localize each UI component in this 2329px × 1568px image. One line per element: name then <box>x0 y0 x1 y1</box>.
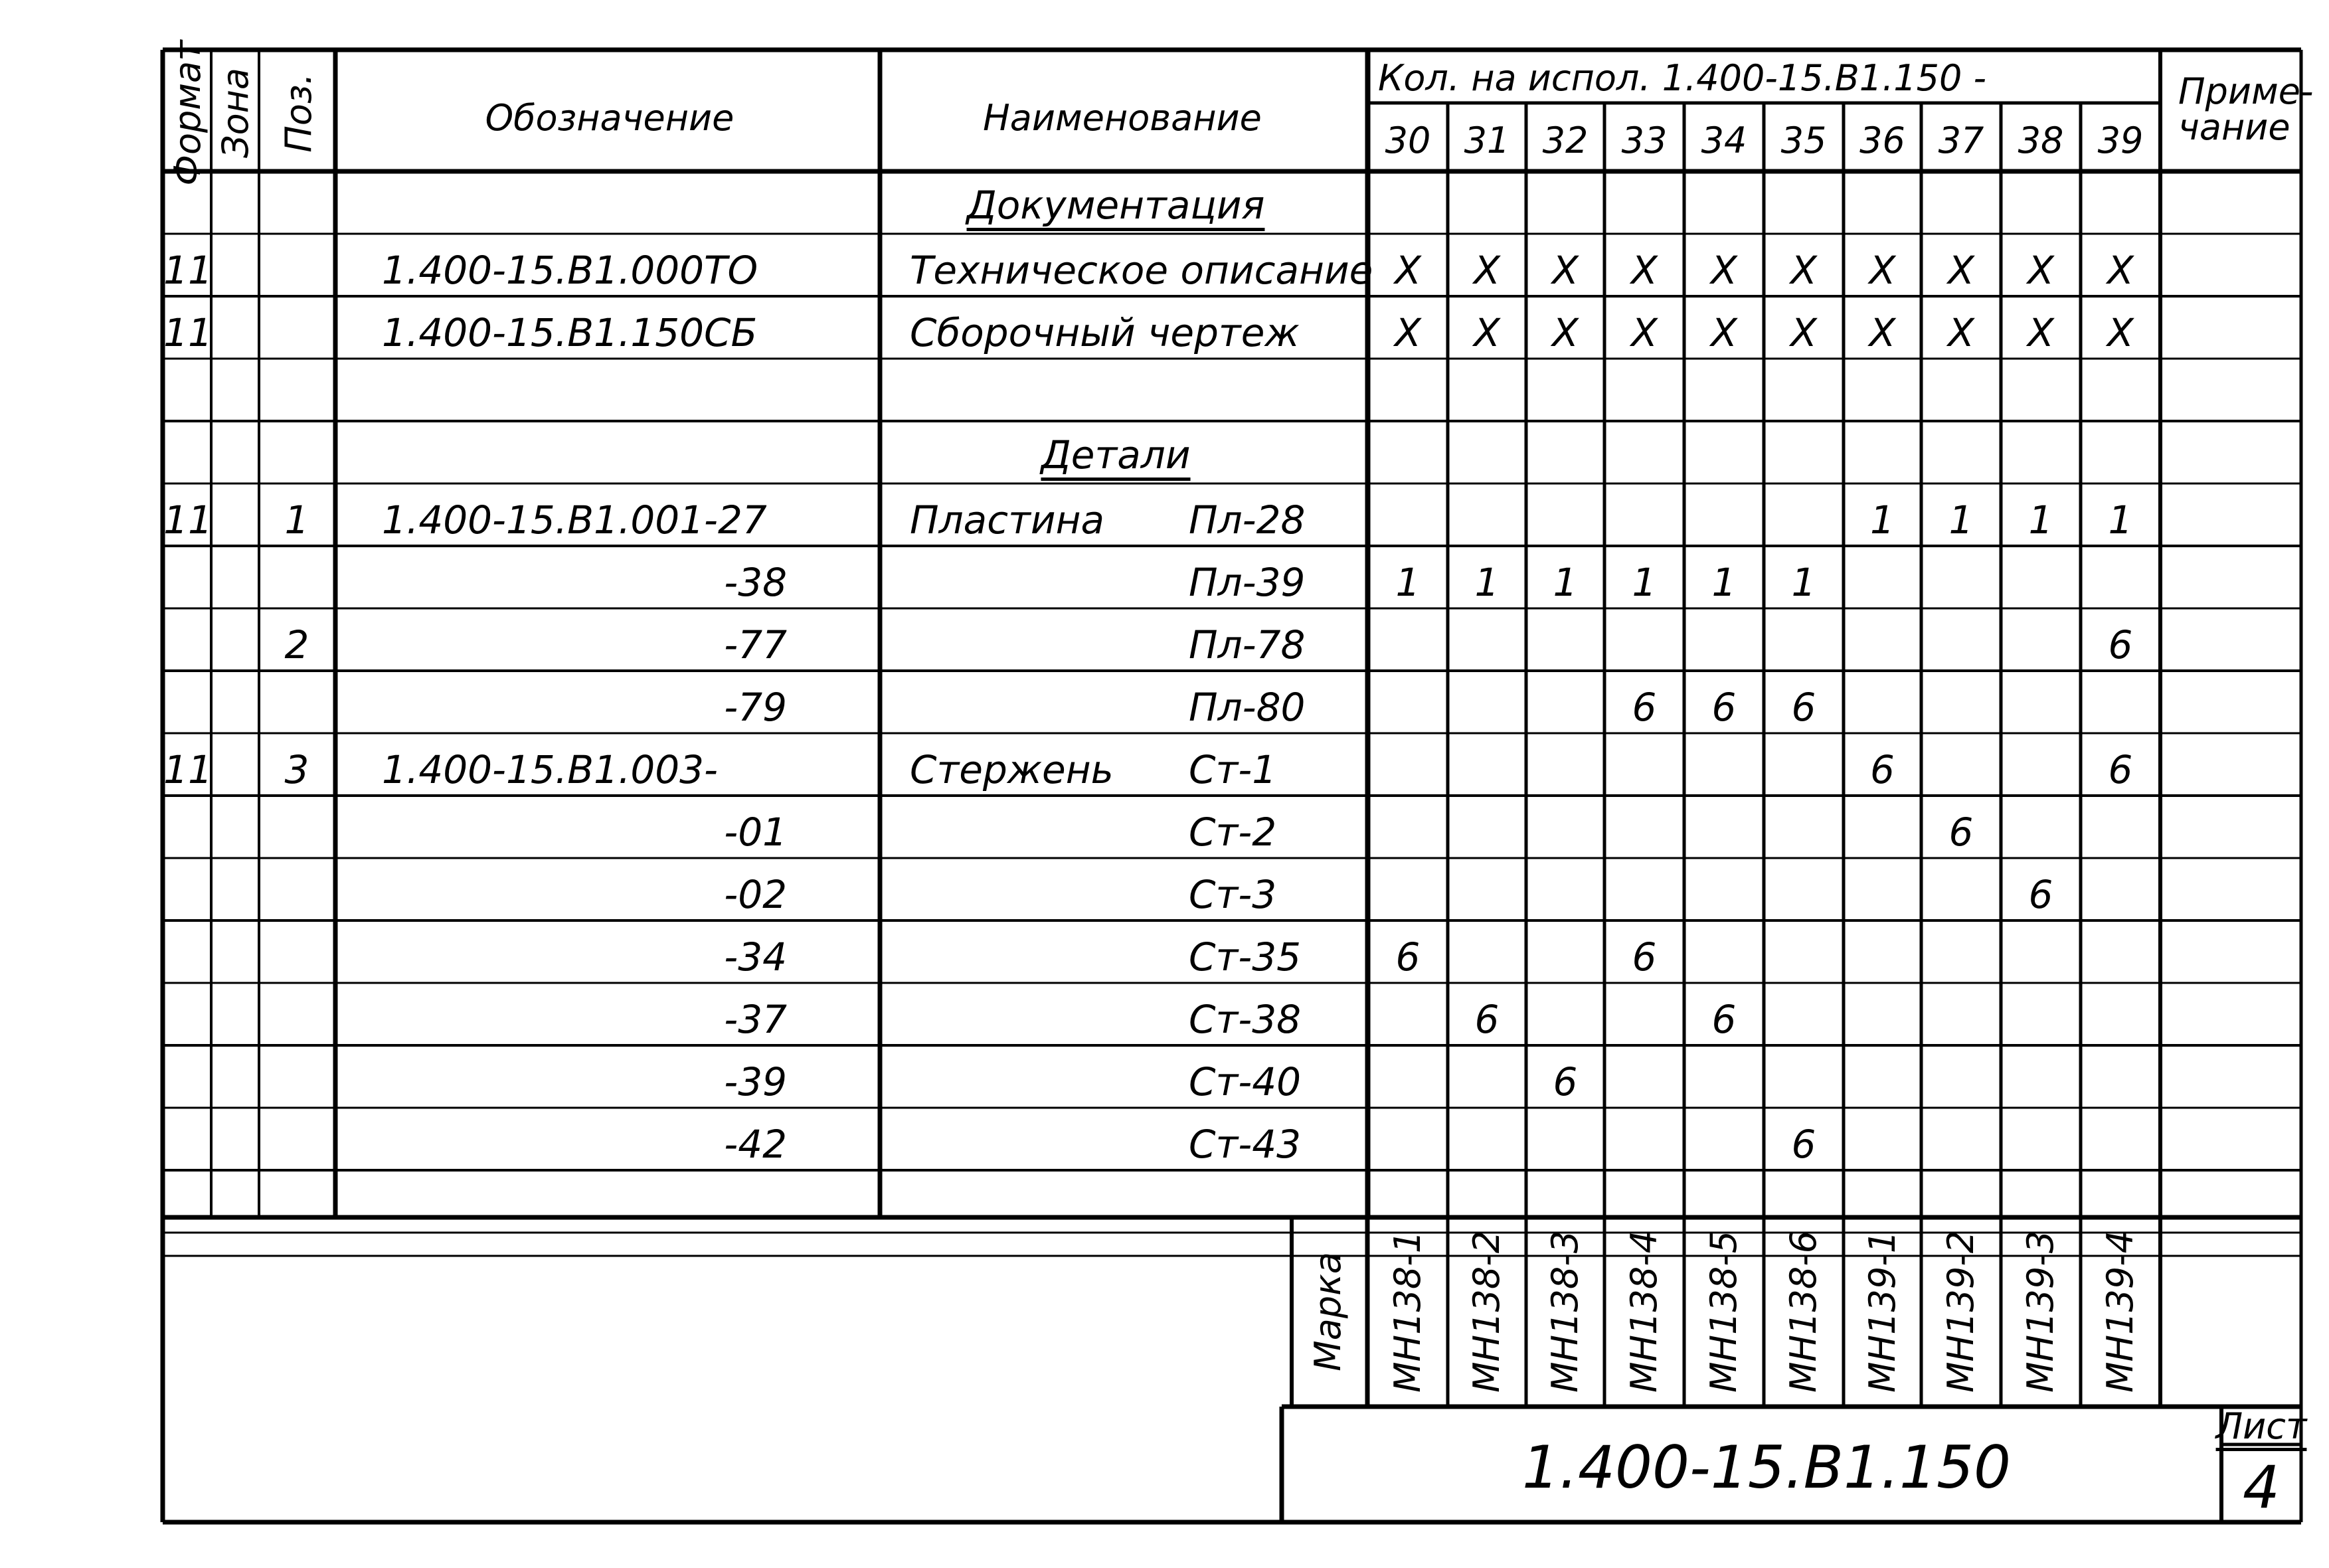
marka-8: МН139-2 <box>1940 1230 1982 1393</box>
marka-10: МН139-4 <box>2099 1230 2141 1393</box>
qty-cell: 6 <box>1948 810 1974 855</box>
format-cell: 11 <box>163 497 213 543</box>
variant-header-33: 33 <box>1621 120 1668 161</box>
header-format: Формат <box>167 40 209 186</box>
position-cell: 3 <box>284 747 309 792</box>
qty-cell: X <box>1711 248 1737 293</box>
designation-cell: 1.400-15.В1.000ТО <box>382 248 758 293</box>
marka-4: МН138-4 <box>1623 1230 1665 1393</box>
variant-header-31: 31 <box>1464 120 1510 161</box>
variant-header-30: 30 <box>1385 120 1431 161</box>
variant-header-34: 34 <box>1701 120 1747 161</box>
variant-header-38: 38 <box>2018 120 2064 161</box>
qty-cell: X <box>2027 310 2054 355</box>
code-cell: Ст-43 <box>1189 1122 1302 1167</box>
position-cell: 1 <box>284 497 309 543</box>
qty-cell: 6 <box>2108 747 2133 792</box>
designation-cell: 1.400-15.В1.150СБ <box>382 310 758 355</box>
qty-cell: 1 <box>1711 560 1737 605</box>
name-cell: Сборочный чертеж <box>910 310 1300 355</box>
qty-cell: X <box>2027 248 2054 293</box>
designation-cell: -77 <box>724 622 787 667</box>
qty-cell: 6 <box>1791 1122 1816 1167</box>
code-cell: Пл-78 <box>1189 622 1306 667</box>
code-cell: Пл-28 <box>1189 497 1306 543</box>
header-designation: Обозначение <box>485 97 734 139</box>
format-cell: 11 <box>163 747 213 792</box>
qty-cell: X <box>1395 310 1421 355</box>
section-heading: Детали <box>1041 432 1191 478</box>
code-cell: Ст-35 <box>1189 934 1302 980</box>
designation-cell: -39 <box>724 1059 787 1104</box>
marka-9: МН139-3 <box>2020 1230 2061 1393</box>
header-pos: Поз. <box>278 73 319 153</box>
qty-cell: 1 <box>1948 497 1974 543</box>
designation-cell: -79 <box>724 685 787 730</box>
qty-cell: 6 <box>2028 872 2053 917</box>
variant-header-37: 37 <box>1938 120 1984 161</box>
designation-cell: -37 <box>724 997 787 1042</box>
qty-cell: 6 <box>1711 997 1737 1042</box>
qty-cell: 1 <box>1632 560 1657 605</box>
code-cell: Ст-40 <box>1189 1059 1302 1104</box>
qty-cell: X <box>1552 248 1579 293</box>
variant-header-36: 36 <box>1859 120 1905 161</box>
designation-cell: -38 <box>724 560 787 605</box>
qty-cell: X <box>1948 248 1974 293</box>
variant-header-39: 39 <box>2097 120 2144 161</box>
qty-cell: 1 <box>1553 560 1578 605</box>
position-cell: 2 <box>284 622 309 667</box>
designation-cell: 1.400-15.В1.001-27 <box>382 497 767 543</box>
designation-cell: -42 <box>724 1122 787 1167</box>
qty-cell: X <box>2107 248 2134 293</box>
qty-cell: X <box>1948 310 1974 355</box>
qty-cell: 6 <box>2108 622 2133 667</box>
header-qty-title: Кол. на испол. 1.400-15.В1.150 - <box>1378 57 1986 99</box>
marka-6: МН138-6 <box>1782 1230 1824 1393</box>
qty-cell: X <box>1552 310 1579 355</box>
marka-5: МН138-5 <box>1703 1230 1745 1393</box>
designation-cell: -01 <box>724 810 787 855</box>
name-cell: Техническое описание <box>910 248 1373 293</box>
section-heading: Документация <box>966 183 1265 228</box>
designation-cell: -34 <box>724 934 787 980</box>
qty-cell: 6 <box>1474 997 1500 1042</box>
qty-cell: X <box>1395 248 1421 293</box>
qty-cell: X <box>1869 248 1896 293</box>
qty-cell: 6 <box>1791 685 1816 730</box>
qty-cell: 1 <box>2028 497 2053 543</box>
qty-cell: 1 <box>2108 497 2133 543</box>
qty-cell: X <box>1790 248 1817 293</box>
marka-7: МН139-1 <box>1861 1230 1903 1393</box>
format-cell: 11 <box>163 248 213 293</box>
qty-cell: X <box>1474 248 1500 293</box>
marka-2: МН138-2 <box>1466 1230 1508 1393</box>
header-notes: Приме- чание <box>2178 70 2314 148</box>
qty-cell: X <box>1631 248 1658 293</box>
name-cell: Стержень <box>910 747 1114 792</box>
qty-cell: 6 <box>1870 747 1895 792</box>
code-cell: Ст-1 <box>1189 747 1277 792</box>
marka-3: МН138-3 <box>1544 1230 1586 1393</box>
qty-cell: 6 <box>1632 934 1657 980</box>
qty-cell: 1 <box>1870 497 1895 543</box>
qty-cell: 1 <box>1474 560 1500 605</box>
variant-header-35: 35 <box>1780 120 1827 161</box>
qty-cell: X <box>2107 310 2134 355</box>
qty-cell: 6 <box>1395 934 1421 980</box>
code-cell: Ст-2 <box>1189 810 1277 855</box>
marka-label: Марка <box>1307 1252 1349 1371</box>
header-name: Наименование <box>983 97 1262 139</box>
code-cell: Ст-38 <box>1189 997 1302 1042</box>
sheet-number: 4 <box>2243 1453 2280 1522</box>
sheet-label: Лист <box>2215 1405 2307 1447</box>
code-cell: Ст-3 <box>1189 872 1277 917</box>
code-cell: Пл-39 <box>1189 560 1306 605</box>
format-cell: 11 <box>163 310 213 355</box>
qty-cell: X <box>1869 310 1896 355</box>
qty-cell: 6 <box>1711 685 1737 730</box>
variant-header-32: 32 <box>1542 120 1589 161</box>
qty-cell: X <box>1790 310 1817 355</box>
marka-1: МН138-1 <box>1387 1230 1428 1393</box>
qty-cell: 1 <box>1395 560 1421 605</box>
name-cell: Пластина <box>910 497 1105 543</box>
document-number: 1.400-15.В1.150 <box>1522 1433 2011 1502</box>
qty-cell: X <box>1631 310 1658 355</box>
qty-cell: 6 <box>1632 685 1657 730</box>
qty-cell: X <box>1474 310 1500 355</box>
code-cell: Пл-80 <box>1189 685 1306 730</box>
designation-cell: 1.400-15.В1.003- <box>382 747 718 792</box>
qty-cell: 1 <box>1791 560 1816 605</box>
qty-cell: 6 <box>1553 1059 1578 1104</box>
header-zone: Зона <box>215 67 256 159</box>
designation-cell: -02 <box>724 872 787 917</box>
qty-cell: X <box>1711 310 1737 355</box>
